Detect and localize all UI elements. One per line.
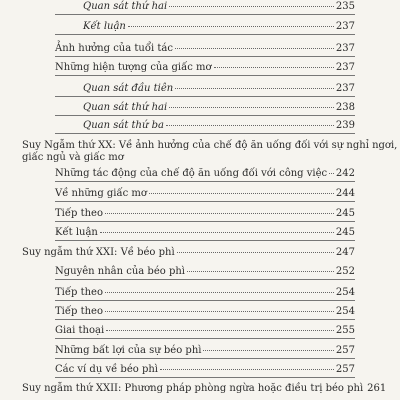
row-divider: [55, 300, 355, 301]
toc-entry: [0, 187, 400, 201]
toc-chapter-continuation: [0, 151, 400, 165]
row-divider: [55, 115, 355, 116]
toc-page-number: 254: [335, 287, 355, 298]
toc-entry-title: Kết luận: [83, 21, 126, 32]
dot-leader: [160, 369, 334, 370]
row-divider: [55, 221, 355, 222]
row-divider: [55, 279, 355, 280]
toc-entry: [0, 0, 400, 14]
toc-entry-title: Tiếp theo: [55, 287, 103, 298]
row-divider: [55, 240, 355, 241]
toc-entry-title: Suy Ngẫm thứ XX: Về ảnh hưởng của chế độ ăn uống đối với sự nghỉ ngơi,: [22, 140, 398, 151]
toc-page-number: 261: [367, 383, 387, 394]
toc-entry-title: Quan sát thứ hai: [83, 102, 168, 113]
dot-leader: [166, 125, 334, 126]
toc-entry-title: Quan sát đầu tiên: [83, 83, 174, 94]
toc-entry-title-continuation: giấc ngủ và giấc mơ: [22, 152, 124, 163]
dot-leader: [169, 107, 334, 108]
toc-chapter-entry: [0, 246, 400, 260]
row-divider: [55, 377, 355, 378]
dot-leader: [187, 271, 334, 272]
toc-entry-title: Quan sát thứ hai: [83, 1, 168, 12]
dot-leader: [106, 330, 334, 331]
row-divider: [55, 319, 355, 320]
row-divider: [55, 338, 355, 339]
toc-entry-title: Giai thoại: [55, 325, 105, 336]
toc-entry-title: Suy ngẫm thứ XXI: Về béo phì: [22, 247, 175, 258]
row-divider: [55, 181, 355, 182]
row-divider: [55, 133, 355, 134]
toc-page-number: 237: [335, 83, 355, 94]
toc-entry: [0, 207, 400, 221]
toc-page-number: 238: [335, 102, 355, 113]
toc-page-number: 257: [335, 364, 355, 375]
toc-entry: [0, 119, 400, 133]
dot-leader: [329, 173, 334, 174]
toc-entry-title: Nguyên nhân của béo phì: [55, 266, 185, 277]
toc-entry: [0, 226, 400, 240]
toc-entry-title: Các ví dụ về béo phì: [55, 364, 158, 375]
toc-page-number: 245: [335, 227, 355, 238]
toc-entry-title: Tiếp theo: [55, 208, 103, 219]
row-divider: [55, 96, 355, 97]
toc-entry-title: Ảnh hưởng của tuổi tác: [55, 43, 173, 54]
row-divider: [55, 14, 355, 15]
dot-leader: [214, 67, 334, 68]
row-divider: [55, 34, 355, 35]
row-divider: [55, 201, 355, 202]
toc-entry: [0, 42, 400, 56]
dot-leader: [175, 88, 334, 89]
dot-leader: [105, 213, 334, 214]
toc-entry-title: Những hiện tượng của giấc mơ: [55, 62, 212, 73]
row-divider: [55, 75, 355, 76]
toc-page-number: 257: [335, 345, 355, 356]
toc-page-number: 244: [335, 188, 355, 199]
toc-page-number: 252: [335, 266, 355, 277]
dot-leader: [203, 350, 333, 351]
toc-page-number: 255: [335, 325, 355, 336]
toc-page-number: 247: [335, 247, 355, 258]
toc-page-number: 237: [335, 21, 355, 32]
toc-entry: [0, 61, 400, 75]
toc-chapter-entry: [0, 382, 400, 396]
toc-entry: [0, 286, 400, 300]
toc-entry: [0, 305, 400, 319]
toc-entry: [0, 167, 400, 181]
dot-leader: [175, 48, 334, 49]
toc-entry-title: Tiếp theo: [55, 306, 103, 317]
toc-entry: [0, 324, 400, 338]
toc-entry-title: Suy ngẫm thứ XXII: Phương pháp phòng ngừa hoặc điều trị béo phì: [22, 383, 364, 394]
toc-entry-title: Những tác động của chế độ ăn uống đối với công việc: [55, 168, 328, 179]
dot-leader: [149, 193, 334, 194]
toc-page-number: 237: [335, 43, 355, 54]
dot-leader: [169, 6, 334, 7]
toc-page-number: 242: [335, 168, 355, 179]
dot-leader: [100, 232, 334, 233]
dot-leader: [128, 26, 334, 27]
toc-entry-title: Quan sát thứ ba: [83, 120, 164, 131]
toc-page-number: 237: [335, 62, 355, 73]
toc-entry-title: Những bất lợi của sự béo phì: [55, 345, 202, 356]
dot-leader: [177, 252, 334, 253]
toc-entry-title: Kết luận: [55, 227, 98, 238]
toc-entry: [0, 344, 400, 358]
toc-entry: [0, 101, 400, 115]
toc-page-number: 254: [335, 306, 355, 317]
toc-entry: [0, 265, 400, 279]
toc-entry: [0, 20, 400, 34]
toc-entry: [0, 82, 400, 96]
dot-leader: [105, 292, 334, 293]
dot-leader: [105, 311, 334, 312]
toc-page-number: 235: [335, 1, 355, 12]
toc-page-number: 245: [335, 208, 355, 219]
row-divider: [55, 56, 355, 57]
toc-page-number: 239: [335, 120, 355, 131]
toc-entry-title: Về những giấc mơ: [55, 188, 147, 199]
toc-entry: [0, 363, 400, 377]
row-divider: [55, 358, 355, 359]
